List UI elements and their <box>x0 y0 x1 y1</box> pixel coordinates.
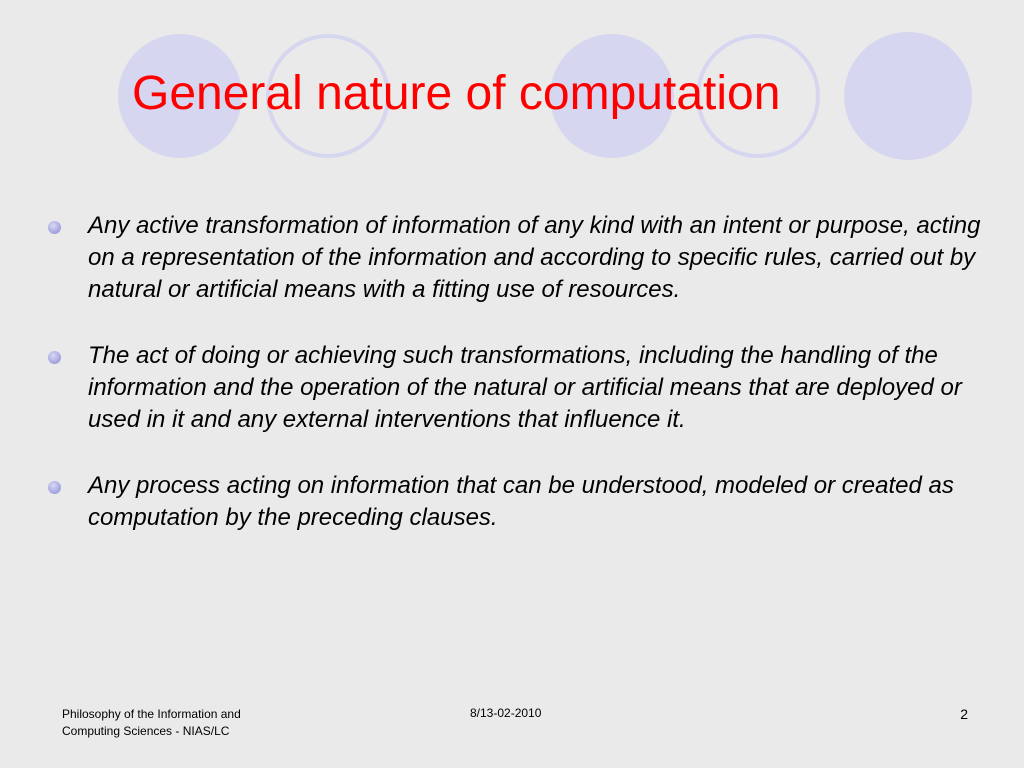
bullet-list <box>48 210 988 568</box>
slide-title: General nature of computation <box>132 67 781 120</box>
bullet-dot-icon <box>48 221 61 234</box>
footer-course-line-2: Computing Sciences - NIAS/LC <box>62 724 230 738</box>
decor-circle-filled-3 <box>844 32 972 160</box>
footer-page-number: 2 <box>960 706 968 722</box>
bullet-text: The act of doing or achieving such transformations, including the handling of the information and the operation of the natural or artificial means that are deployed or used in it and any external interventions that influence it. <box>88 342 962 433</box>
bullet-text: Any active transformation of information of any kind with an intent or purpose, acting on a representation of the information and according to specific rules, carried out by natural or artificial means with a fitting use of resources. <box>88 212 981 303</box>
footer-course-line-1: Philosophy of the Information and <box>62 707 241 721</box>
bullet-item <box>48 210 988 306</box>
bullet-text: Any process acting on information that can be understood, modeled or created as computation by the preceding clauses. <box>88 472 954 531</box>
footer-course-name <box>62 706 322 740</box>
bullet-dot-icon <box>48 351 61 364</box>
bullet-dot-icon <box>48 481 61 494</box>
bullet-item <box>48 340 988 436</box>
footer-date: 8/13-02-2010 <box>470 706 542 720</box>
bullet-item <box>48 470 988 534</box>
